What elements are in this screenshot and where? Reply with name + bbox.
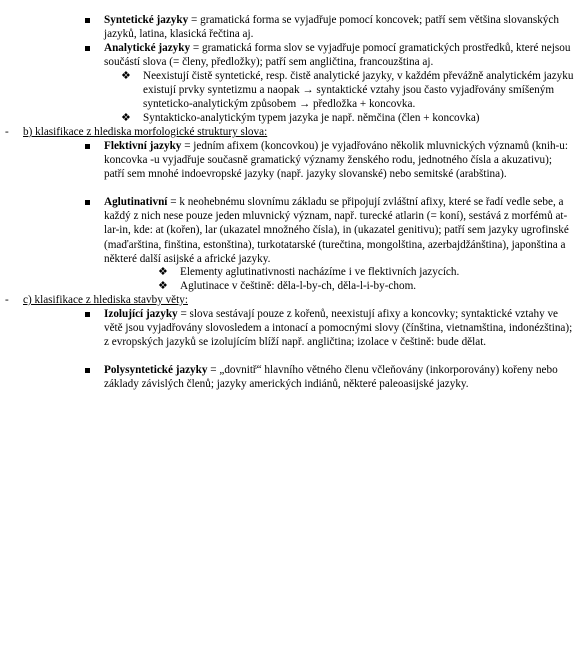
bullet-square-icon (85, 368, 90, 373)
note-item (121, 69, 574, 112)
definition: = slova sestávají pouze z kořenů, neexistují afixy a koncovky; syntaktické vztahy ve větě jsou vyjadřovány slovosledem a intonací a pomocnými slovy (čínština, vietnamština, indonézština); z evropských jazyků se izolujícím blíží např. angličtina; izolace v češtině: bude dělat. (104, 308, 573, 349)
list-item-aglutinativni (104, 195, 574, 266)
definition: = k neohebnému slovnímu základu se připojují zvláštní afixy, které se řadí vedle sebe, a každý z nich nese pouze jeden mluvnický význam, např. turecké atlarin (= koní), sestává z morfémů at-lar-in, kde: at (kořen), lar (ukazatel množného čísla), in (ukazatel genitivu); patří sem jazyky ugrofinské (maďarština, finština, estonština), turkotatarské (turečtina, mongolština, azerbajdžánština), japonština a některé další asijské a africké jazyky. (104, 196, 569, 265)
term: Syntetické jazyky (104, 14, 189, 26)
note-item (158, 279, 574, 293)
definition: = gramatická forma se vyjadřuje pomocí koncovek; patří sem většina slovanských jazyků, latina, klasická řečtina aj. (104, 14, 559, 41)
diamond-bullet-icon: ❖ (158, 280, 168, 292)
bullet-square-icon (85, 312, 90, 317)
term: Aglutinativní (104, 196, 168, 208)
bullet-square-icon (85, 46, 90, 51)
diamond-bullet-icon: ❖ (121, 70, 131, 82)
bullet-square-icon (85, 18, 90, 23)
definition: = jedním afixem (koncovkou) je vyjadřováno několik mluvnických významů (knih-u: koncovka -u vyjadřuje současně gramatický významy ženského rodu, jednotného čísla a akuzativu); patří sem mnohé indoevropské jazyky (např. jazyky slovanské) nebo semitské (arabština). (104, 140, 568, 181)
heading-text: b) klasifikace z hlediska morfologické struktury slova: (23, 126, 268, 138)
term: Izolující jazyky (104, 308, 178, 320)
note-text: Neexistují čistě syntetické, resp. čistě analytické jazyky, v každém převážně analytickém jazyku existují prvky syntetizmu a naopak → syntaktické vztahy jsou často vyjadřovány smíšeným synteticko-analytickým způsobem → předložka + koncovka. (143, 70, 574, 111)
note-text: Syntakticko-analytickým typem jazyka je např. němčina (člen + koncovka) (143, 112, 480, 124)
list-item-analyticke (104, 41, 574, 69)
term: Analytické jazyky (104, 42, 191, 54)
note-text: Elementy aglutinativnosti nacházíme i ve flektivních jazycích. (180, 266, 460, 278)
diamond-bullet-icon: ❖ (158, 266, 168, 278)
list-item-polysynteticke (104, 363, 574, 391)
list-item-izolujici (104, 307, 574, 350)
note-text: Aglutinace v češtině: děla-l-by-ch, děla-l-i-by-chom. (180, 280, 417, 292)
note-item (158, 265, 574, 279)
term: Flektivní jazyky (104, 140, 182, 152)
section-heading-b (5, 125, 563, 139)
definition: = gramatická forma slov se vyjadřuje pomocí gramatických prostředků, které nejsou součástí slova (= členy, předložky); patří sem angličtina, francouzština aj. (104, 42, 571, 69)
bullet-square-icon (85, 144, 90, 149)
dash-bullet: - (5, 126, 9, 138)
term: Polysyntetické jazyky (104, 364, 208, 376)
definition: = „dovnitř“ hlavního větného členu včleňovány (inkorporovány) kořeny nebo základy závislých členů; jazyky amerických indiánů, některé paleoasijské jazyky. (104, 364, 558, 391)
list-item-flektivni (104, 139, 574, 182)
diamond-bullet-icon: ❖ (121, 112, 131, 124)
list-item-synteticke (104, 13, 574, 41)
bullet-square-icon (85, 200, 90, 205)
heading-text: c) klasifikace z hlediska stavby věty: (23, 294, 188, 306)
section-heading-c (5, 293, 563, 307)
dash-bullet: - (5, 294, 9, 306)
note-item (121, 111, 574, 125)
